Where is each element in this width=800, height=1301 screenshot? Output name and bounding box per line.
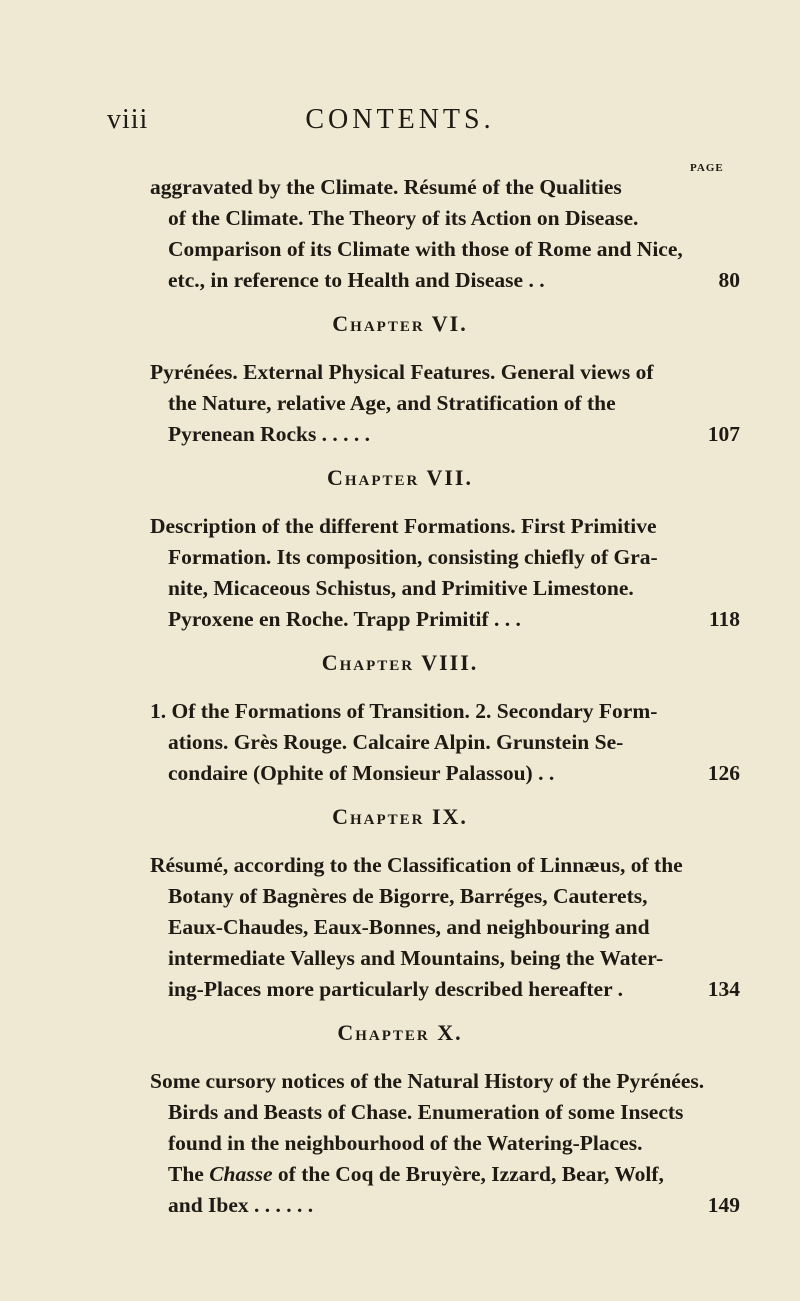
entry-last-line (150, 1190, 740, 1221)
entry-last-line (150, 419, 740, 450)
entry-line: Formation. Its composition, consisting chiefly of Gra- (168, 545, 658, 569)
entry-page-number: 149 (707, 1193, 740, 1217)
running-header (0, 104, 800, 138)
entry-line: intermediate Valleys and Mountains, being the Water- (168, 946, 664, 970)
chapter-heading-vii (0, 465, 800, 491)
entry-last-text: ing-Places more particularly described hereafter . (168, 977, 623, 1001)
entry-page-number: 107 (707, 422, 740, 446)
entry-last-text: Pyroxene en Roche. Trapp Primitif . . . (168, 607, 521, 631)
chapter-heading-ix (0, 804, 800, 830)
entry-line (150, 1159, 740, 1190)
chapter-heading-vi (0, 311, 800, 337)
entry-line: Pyrénées. External Physical Features. General views of (150, 360, 654, 384)
entry-last-line (150, 974, 740, 1005)
entry-line: Birds and Beasts of Chase. Enumeration of some Insects (168, 1100, 684, 1124)
toc-entry-chapter-ix (150, 850, 740, 1005)
entry-last-line (150, 265, 740, 296)
entry-line: Résumé, according to the Classification of Linnæus, of the (150, 853, 683, 877)
entry-line: Description of the different Formations. First Primitive (150, 514, 657, 538)
chapter-heading-text: Chapter X. (337, 1020, 463, 1045)
entry-last-line (150, 758, 740, 789)
entry-last-text: condaire (Ophite of Monsieur Palassou) . . (168, 761, 555, 785)
entry-line: 1. Of the Formations of Transition. 2. Secondary Form- (150, 699, 658, 723)
chapter-heading-x (0, 1020, 800, 1046)
entry-line: the Nature, relative Age, and Stratification of the (168, 391, 616, 415)
chapter-heading-text: Chapter VI. (332, 311, 468, 336)
entry-page-number: 126 (707, 761, 740, 785)
chapter-heading-viii (0, 650, 800, 676)
entry-line: Some cursory notices of the Natural History of the Pyrénées. (150, 1069, 705, 1093)
header-title: CONTENTS. (305, 104, 495, 135)
entry-line: Comparison of its Climate with those of Rome and Nice, (168, 237, 683, 261)
entry-line: found in the neighbourhood of the Watering-Places. (168, 1131, 643, 1155)
entry-last-line (150, 604, 740, 635)
entry-line: nite, Micaceous Schistus, and Primitive Limestone. (168, 576, 634, 600)
entry-page-number: 80 (718, 268, 740, 292)
toc-entry-chapter-v-cont (150, 172, 740, 296)
italic-term: Chasse (209, 1162, 273, 1186)
entry-text: The (168, 1162, 210, 1186)
toc-entry-chapter-x (150, 1066, 740, 1221)
toc-entry-chapter-viii (150, 696, 740, 789)
chapter-heading-text: Chapter VIII. (321, 650, 479, 675)
toc-entry-chapter-vi (150, 357, 740, 450)
entry-line: ations. Grès Rouge. Calcaire Alpin. Grunstein Se- (168, 730, 624, 754)
entry-page-number: 118 (708, 607, 740, 631)
header-page-number: viii (107, 104, 149, 135)
page-column-label: PAGE (690, 162, 724, 174)
chapter-heading-text: Chapter VII. (326, 465, 473, 490)
chapter-heading-text: Chapter IX. (332, 804, 468, 829)
entry-last-text: etc., in reference to Health and Disease . . (168, 268, 545, 292)
entry-text: of the Coq de Bruyère, Izzard, Bear, Wolf, (272, 1162, 664, 1186)
entry-line: aggravated by the Climate. Résumé of the Qualities (150, 175, 622, 199)
entry-line: of the Climate. The Theory of its Action on Disease. (168, 206, 639, 230)
entry-line: Eaux-Chaudes, Eaux-Bonnes, and neighbouring and (168, 915, 650, 939)
entry-page-number: 134 (707, 977, 740, 1001)
toc-entry-chapter-vii (150, 511, 740, 635)
entry-last-text: Pyrenean Rocks . . . . . (168, 422, 371, 446)
entry-last-text: and Ibex . . . . . . (168, 1193, 314, 1217)
entry-line: Botany of Bagnères de Bigorre, Barréges, Cauterets, (168, 884, 648, 908)
